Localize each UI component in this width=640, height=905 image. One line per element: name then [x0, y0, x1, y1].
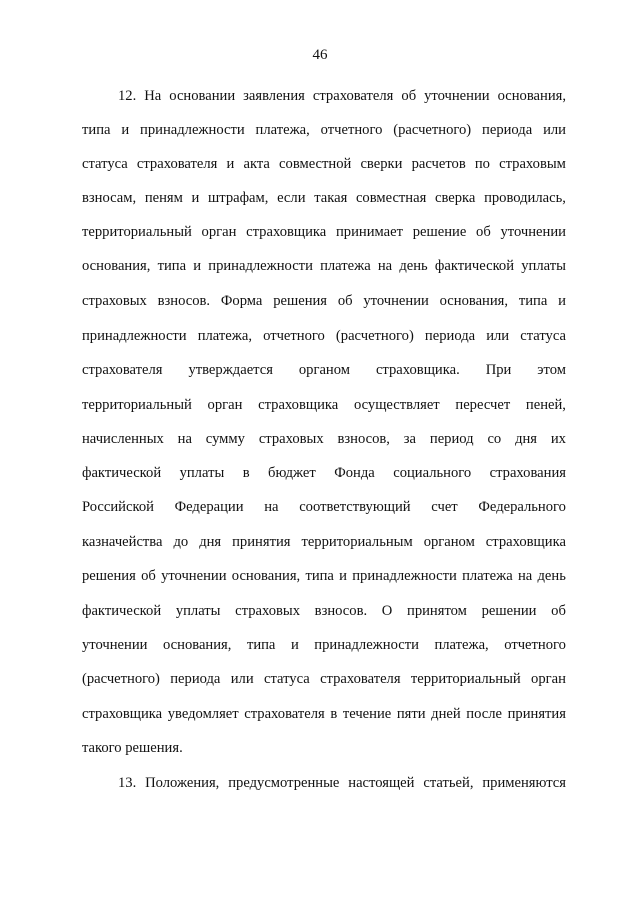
word: решение [412, 224, 467, 240]
word: страховых [258, 431, 324, 447]
word: и [191, 190, 200, 206]
word: или [486, 328, 510, 344]
word: типа [518, 293, 548, 309]
word: бюджет [268, 465, 316, 481]
word: периода [482, 122, 533, 138]
word: дня [199, 534, 222, 550]
word: и [558, 293, 566, 309]
word: статуса [263, 671, 310, 687]
word: 12. [118, 88, 137, 104]
word: страховщика [485, 534, 566, 550]
word: принимает [336, 224, 404, 240]
word: основания, [497, 88, 566, 104]
word: решения [273, 293, 328, 309]
word: основания, [82, 258, 151, 274]
word: сверки [360, 156, 403, 172]
text-line [82, 498, 566, 516]
word: совместной [279, 156, 352, 172]
word: после [466, 706, 502, 722]
word: На [144, 88, 162, 104]
word: уточнении [424, 88, 490, 104]
word: страхования [489, 465, 566, 481]
word: статуса [520, 328, 566, 344]
word: уточнении [161, 568, 227, 584]
word: платежа, [255, 122, 310, 138]
word: При [485, 362, 512, 378]
word: социального [393, 465, 472, 481]
word: типа [246, 637, 276, 653]
word: уплаты [175, 603, 221, 619]
word: со [487, 431, 502, 447]
word: органом [298, 362, 350, 378]
word: соответствующий [299, 499, 411, 515]
word: основания, [231, 568, 301, 584]
word: статуса [82, 156, 128, 172]
word: на [177, 431, 192, 447]
word: принятия [507, 706, 566, 722]
word: страховщика [258, 397, 339, 413]
word: дней [431, 706, 461, 722]
word: территориальным [301, 534, 413, 550]
text-line [82, 636, 566, 654]
word: казначейства [82, 534, 163, 550]
word: страховых [82, 293, 147, 309]
word: типа [82, 122, 111, 138]
text-line [82, 361, 566, 379]
word: течение [342, 706, 392, 722]
word: страховщика [82, 706, 163, 722]
word: отчетного [320, 122, 383, 138]
word: решении [481, 603, 537, 619]
word: дня [515, 431, 538, 447]
word: страховщика [246, 224, 327, 240]
word: осуществляет [353, 397, 440, 413]
word: и [339, 568, 347, 584]
word: фактической [434, 258, 515, 274]
word: типа [305, 568, 334, 584]
word: по [474, 156, 490, 172]
word: орган [201, 224, 237, 240]
word: пеней, [525, 397, 566, 413]
word: взносам, [82, 190, 137, 206]
word: Федерации [174, 499, 244, 515]
word: применяются [482, 775, 566, 791]
word: настоящей [348, 775, 415, 791]
word: 13. [118, 775, 137, 791]
word: уведомляет [167, 706, 239, 722]
text-line [82, 292, 566, 310]
word: до [173, 534, 189, 550]
word: проводилась, [484, 190, 566, 206]
word: (расчетного) [82, 671, 160, 687]
text-line [82, 223, 566, 241]
word: платежа [320, 258, 371, 274]
word: сверка [434, 190, 476, 206]
word: пересчет [455, 397, 511, 413]
word: принадлежности [352, 568, 457, 584]
word: уточнении [363, 293, 429, 309]
word: акта [243, 156, 270, 172]
word: периода [424, 328, 476, 344]
word: такая [314, 190, 348, 206]
word: принятия [232, 534, 291, 550]
word: об [551, 603, 566, 619]
word: или [543, 122, 566, 138]
text-line [82, 464, 566, 482]
word: Российской [82, 499, 154, 515]
word: платежа, [434, 637, 489, 653]
word: на [517, 568, 533, 584]
word: фактической [82, 465, 162, 481]
word: Форма [220, 293, 263, 309]
word: принятом [407, 603, 467, 619]
text-line [82, 533, 566, 551]
word: период [429, 431, 474, 447]
text-line [82, 189, 566, 207]
word: штрафам, [208, 190, 269, 206]
word: статьей, [423, 775, 474, 791]
word: этом [537, 362, 566, 378]
word: отчетного [504, 637, 566, 653]
word: Федерального [478, 499, 566, 515]
word: и [121, 122, 130, 138]
word: Положения, [145, 775, 220, 791]
word: сумму [205, 431, 245, 447]
page-number: 46 [312, 47, 328, 63]
word: и [226, 156, 235, 172]
word: если [277, 190, 306, 206]
word: периода [170, 671, 221, 687]
word: орган [531, 671, 566, 687]
word: или [230, 671, 254, 687]
word: предусмотренные [228, 775, 340, 791]
text-line [82, 705, 566, 723]
word: уплаты [179, 465, 225, 481]
text-line-last: такого решения. [82, 740, 183, 756]
word: заявления [243, 88, 305, 104]
word: территориальный [410, 671, 521, 687]
word: об [141, 568, 156, 584]
word: счет [431, 499, 458, 515]
text-line [118, 87, 566, 105]
word: страхователя [320, 671, 401, 687]
word: уплаты [521, 258, 566, 274]
word: об [476, 224, 491, 240]
word: платежа, [197, 328, 252, 344]
word: страхователя [312, 88, 394, 104]
word: основании [169, 88, 236, 104]
word: решения [82, 568, 136, 584]
word: органом [423, 534, 475, 550]
word: взносов. [314, 603, 368, 619]
word: территориальный [82, 224, 192, 240]
word: об [401, 88, 417, 104]
word: их [550, 431, 566, 447]
text-line [82, 430, 566, 448]
word: территориальный [82, 397, 192, 413]
word: утверждается [188, 362, 273, 378]
word: (расчетного) [393, 122, 472, 138]
word: орган [207, 397, 243, 413]
word: расчетов [411, 156, 466, 172]
word: страхователя [244, 706, 325, 722]
text-line [82, 257, 566, 275]
word: пяти [396, 706, 426, 722]
word: в [330, 706, 338, 722]
word: совместная [355, 190, 427, 206]
word: принадлежности [140, 122, 245, 138]
word: отчетного [263, 328, 325, 344]
word: в [242, 465, 250, 481]
text-line [118, 774, 566, 792]
word: на [377, 258, 393, 274]
word: принадлежности [314, 637, 419, 653]
word: об [337, 293, 353, 309]
word: типа [157, 258, 187, 274]
word: страховым [499, 156, 566, 172]
word: уточнении [500, 224, 566, 240]
text-line [82, 602, 566, 620]
word: взносов. [157, 293, 211, 309]
text-line [82, 155, 566, 173]
word: страховых [235, 603, 300, 619]
word: уточнении [82, 637, 148, 653]
word: за [403, 431, 417, 447]
text-line [82, 327, 566, 345]
word: О [381, 603, 393, 619]
text-line [82, 121, 566, 139]
word: платежа [462, 568, 513, 584]
word: пеням [144, 190, 183, 206]
word: на [264, 499, 279, 515]
word: и [290, 637, 299, 653]
word: день [399, 258, 428, 274]
text-line [82, 670, 566, 688]
word: принадлежности [82, 328, 187, 344]
text-line [82, 396, 566, 414]
word: основания, [163, 637, 232, 653]
word: фактической [82, 603, 162, 619]
word: страхователя [136, 156, 218, 172]
word: Фонда [334, 465, 375, 481]
word: день [537, 568, 566, 584]
word: страхователя [82, 362, 163, 378]
text-line [82, 567, 566, 585]
word: принадлежности [208, 258, 313, 274]
word: (расчетного) [335, 328, 414, 344]
word: взносов, [337, 431, 390, 447]
word: начисленных [82, 431, 164, 447]
word: основания, [439, 293, 509, 309]
word: и [193, 258, 202, 274]
word: страховщика. [375, 362, 460, 378]
